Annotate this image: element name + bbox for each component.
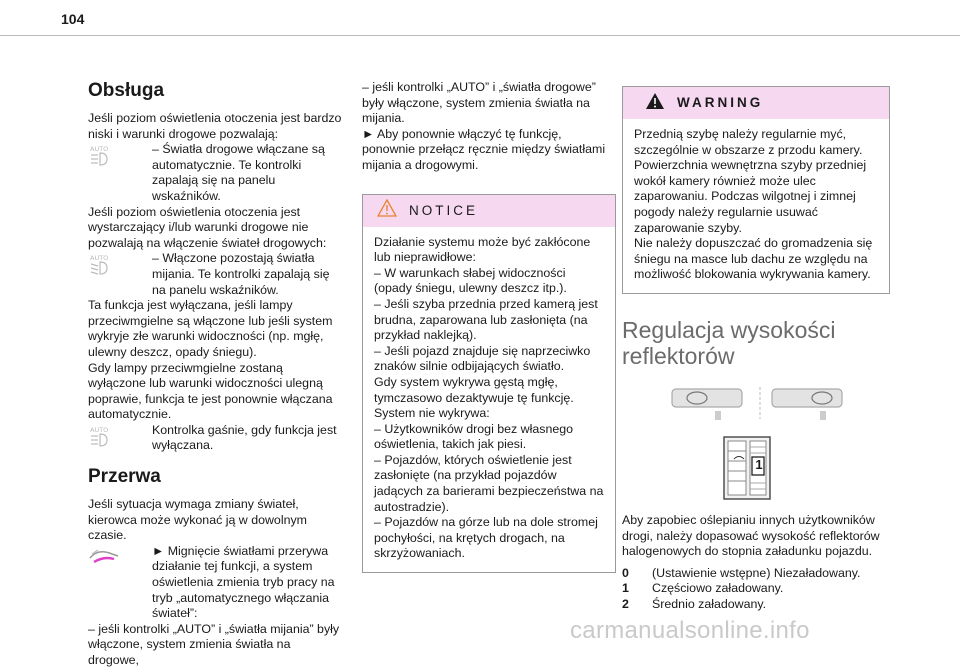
auto-headlamp-icon (88, 423, 152, 449)
column-3 (622, 86, 890, 613)
watermark: carmanualsonline.info (570, 617, 810, 644)
list-item-number: 1 (622, 581, 629, 596)
warning-body (623, 119, 889, 293)
auto-indicator-text: Kontrolka gaśnie, gdy funkcja jest wyłączana. (152, 422, 337, 453)
notice-header (363, 195, 615, 227)
list-item-text: Średnio załadowany. (652, 596, 767, 611)
list-item-number: 0 (622, 565, 629, 580)
notice-body (363, 227, 615, 572)
paragraph: Jeśli sytuacja wymaga zmiany świateł, kierowca może wykonać ją w dowolnym czasie. (88, 497, 307, 543)
notice-box (362, 194, 616, 573)
svg-text:AUTO: AUTO (90, 145, 109, 154)
column-1 (88, 80, 342, 669)
list-item-text: (Ustawienie wstępne) Niezaładowany. (652, 565, 861, 580)
adjuster-position-label: 1 (755, 456, 763, 472)
list-item (622, 566, 890, 582)
column-2 (362, 80, 616, 573)
flash-text: ► Mignięcie światłami przerywa działanie tej funkcji, a system oświetlenia zmienia tryb pracy na tryb „automatycznego włączania świateł”: (152, 543, 335, 621)
auto-indicator-row (88, 142, 342, 204)
auto-indicator-text: – Włączone pozostają światła mijania. Te kontrolki zapalają się na panelu wskaźników. (152, 251, 330, 297)
paragraph: – jeśli kontrolki „AUTO” i „światła mijania” były włączone, system zmienia światła na drogowe, (88, 621, 340, 667)
notice-line: – Pojazdów na górze lub na dole stromej pochyłości, na krętych drogach, na skrzyżowaniach. (374, 515, 598, 561)
notice-line: – Jeśli pojazd znajduje się naprzeciwko znaków silnie odbijających światło. (374, 343, 591, 374)
paragraph: Jeśli poziom oświetlenia otoczenia jest wystarczający i/lub warunki drogowe nie pozwalają na włączenie świateł drogowych: (88, 204, 327, 250)
auto-indicator-text: – Światła drogowe włączane są automatycznie. Te kontrolki zapalają się na panelu wskaźników. (152, 142, 325, 203)
notice-line: – Pojazdów, których oświetlenie jest zasłonięte (na przykład pojazdów jadących za barierami bezpieczeństwa na autostradzie). (374, 452, 604, 514)
headlamp-adjuster-figure (622, 385, 890, 503)
list-item (622, 581, 890, 597)
list-item-number: 2 (622, 596, 629, 611)
paragraph: Ta funkcja jest wyłączana, jeśli lampy przeciwmgielne są włączone lub jeśli system wykryje złe warunki widoczności (np. mgłę, ulewny deszcz, opady śniegu). (88, 298, 333, 359)
warning-line: Powierzchnia wewnętrzna szyby przedniej wokół kamery również może ulec zaparowaniu. Podczas wilgotnej i zimnej pogody należy regularnie usuwać zaparowanie szyby. (634, 158, 867, 235)
page-number: 104 (61, 11, 85, 27)
load-level-list (622, 566, 890, 613)
steering-wheel-icon (672, 389, 842, 407)
paragraph: Gdy lampy przeciwmgielne zostaną wyłączone lub warunki widoczności ulegną poprawie, funkcja te jest ponownie włączana automatycznie. (88, 360, 333, 422)
section-title-headlamp-adjustment: Regulacja wysokości reflektorów (622, 316, 836, 369)
paragraph: Jeśli poziom oświetlenia otoczenia jest bardzo niski i warunki drogowe pozwalają: (88, 111, 342, 141)
svg-text:AUTO: AUTO (90, 254, 109, 263)
list-item-text: Częściowo załadowany. (652, 581, 784, 596)
warning-line: Przednią szybę należy regularnie myć, szczególnie w obszarze z przodu kamery. (634, 127, 863, 157)
warning-triangle-icon (377, 199, 397, 222)
warning-box (622, 86, 890, 294)
notice-title: NOTICE (409, 202, 479, 218)
notice-line: – Użytkowników drogi bez własnego oświetlenia, takich jak piesi. (374, 421, 574, 452)
notice-line: – Jeśli szyba przednia przed kamerą jest brudna, zaparowana lub zasłonięta (na przykład naklejką). (374, 296, 598, 343)
flash-row (88, 544, 342, 622)
notice-line: – W warunkach słabej widoczności (opady śniegu, ulewny deszcz itp.). (374, 265, 567, 296)
paragraph: ► Aby ponownie włączyć tę funkcję, ponownie przełącz ręcznie między światłami mijania a drogowymi. (362, 126, 606, 172)
warning-header (623, 87, 889, 119)
auto-headlamp-icon (88, 251, 152, 277)
heading-operation: Obsługa (88, 80, 165, 101)
auto-indicator-row (88, 423, 342, 454)
auto-indicator-row (88, 251, 342, 298)
warning-title: WARNING (677, 95, 764, 111)
list-item (622, 597, 890, 613)
auto-headlamp-icon (88, 142, 152, 168)
hand-flash-icon (88, 544, 152, 566)
notice-line: System nie wykrywa: (374, 406, 490, 421)
warning-line: Nie należy dopuszczać do gromadzenia się śniegu na masce lub dachu ze względu na możliwość blokowania wykrywania kamery. (634, 236, 873, 282)
notice-line: Działanie systemu może być zakłócone lub nieprawidłowe: (374, 234, 591, 265)
paragraph: – jeśli kontrolki „AUTO” i „światła drogowe” były włączone, system zmienia światła na mijania. (362, 80, 596, 126)
svg-text:AUTO: AUTO (90, 425, 109, 434)
heading-pause: Przerwa (88, 466, 161, 488)
notice-line: Gdy system wykrywa gęstą mgłę, tymczasowo dezaktywuje tę funkcję. (374, 374, 574, 405)
warning-triangle-icon (645, 92, 665, 115)
paragraph: Aby zapobiec oślepianiu innych użytkowników drogi, należy dopasować wysokość reflektorów halogenowych do stopnia załadunku pojazdu. (622, 512, 880, 559)
header-rule (0, 35, 960, 36)
